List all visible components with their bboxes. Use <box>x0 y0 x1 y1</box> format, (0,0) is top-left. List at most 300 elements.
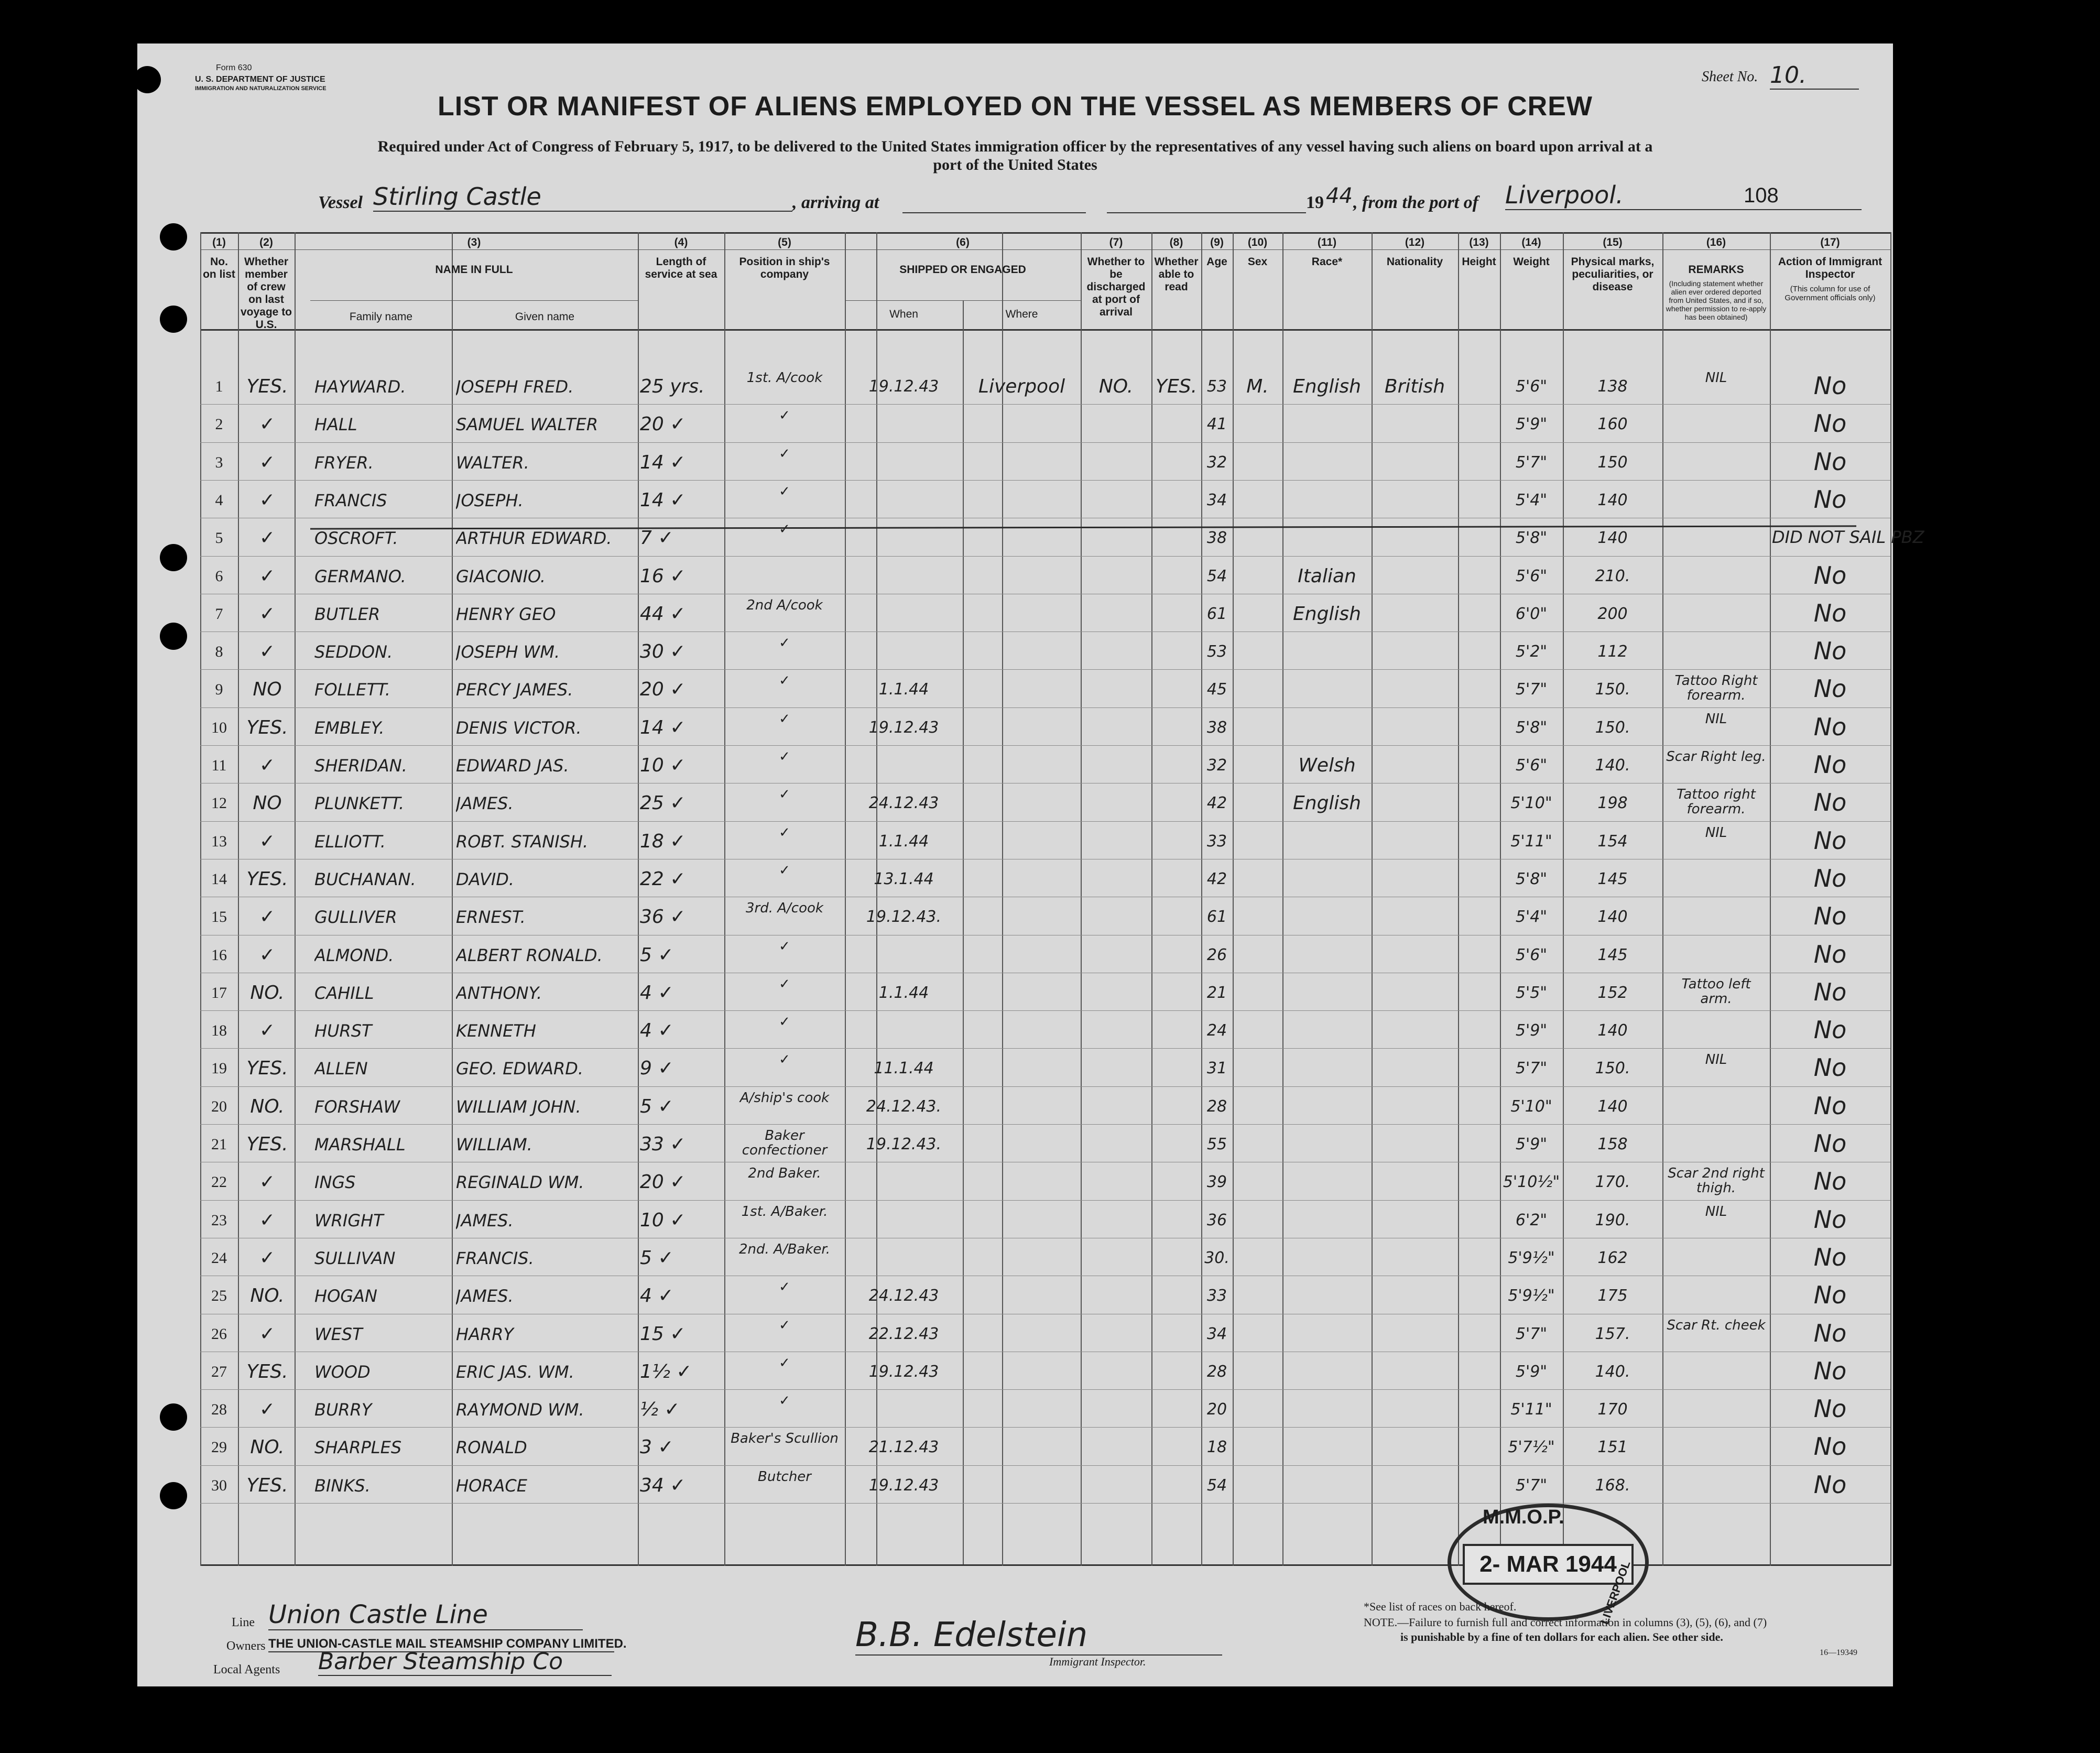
cell-service: 18 ✓ <box>640 830 686 852</box>
cell-service: 7 ✓ <box>640 527 674 549</box>
cell-given: ERNEST. <box>456 907 526 928</box>
cell-service: 14 ✓ <box>640 716 686 738</box>
cell-given: FRANCIS. <box>456 1248 534 1268</box>
cell-service: 14 ✓ <box>640 451 686 473</box>
cell-age: 38 <box>1206 718 1227 737</box>
cell-service: 33 ✓ <box>640 1134 686 1155</box>
cell-race: English <box>1293 603 1361 625</box>
cell-position: ✓ <box>779 522 790 537</box>
cell-service: 25 yrs. <box>640 376 705 397</box>
cell-age: 33 <box>1206 832 1227 851</box>
cell-remarks: No <box>1813 1129 1847 1158</box>
cell-age: 53 <box>1206 643 1227 661</box>
cell-position: 1st. A/Baker. <box>741 1204 828 1219</box>
punch-hole <box>160 223 187 251</box>
column-header: Length of service at sea <box>645 256 717 280</box>
cell-prev: ✓ <box>259 1020 276 1042</box>
cell-remarks: No <box>1813 1053 1847 1082</box>
cell-service: 30 ✓ <box>640 641 686 663</box>
cell-weight: 151 <box>1597 1438 1628 1457</box>
cell-no: 4 <box>215 491 223 509</box>
cell-position: 3rd. A/cook <box>746 901 823 916</box>
cell-family: CAHILL <box>314 983 374 1003</box>
cell-height: 5'9" <box>1515 1021 1548 1040</box>
cell-no: 11 <box>211 757 227 774</box>
cell-height: 5'11" <box>1510 832 1552 851</box>
cell-marks: NIL <box>1705 825 1727 840</box>
cell-age: 32 <box>1206 453 1227 472</box>
cell-height: 5'9" <box>1515 1135 1548 1153</box>
column-number: (9) <box>1210 236 1224 248</box>
table-row <box>137 975 1893 1012</box>
table-row <box>137 823 1893 861</box>
cell-given: DAVID. <box>456 869 515 889</box>
table-row <box>137 1240 1893 1278</box>
cell-given: JAMES. <box>456 793 514 814</box>
cell-remarks: No <box>1813 1470 1847 1499</box>
table-row <box>137 444 1893 482</box>
cell-prev: YES. <box>246 716 288 738</box>
vessel-label: Vessel <box>318 193 363 212</box>
column-number: (7) <box>1109 236 1123 248</box>
cell-service: 4 ✓ <box>640 1020 674 1042</box>
penalty-note-2: is punishable by a fine of ten dollars for each alien. See other side. <box>1400 1630 1723 1643</box>
cell-age: 45 <box>1206 680 1227 699</box>
column-header: Race* <box>1311 256 1343 268</box>
cell-no: 13 <box>211 832 227 850</box>
owners-label: Owners <box>226 1639 266 1653</box>
arriving-blank <box>902 212 1086 213</box>
cell-given: DENIS VICTOR. <box>456 717 582 738</box>
cell-given: ALBERT RONALD. <box>456 945 603 965</box>
cell-height: 5'7" <box>1515 1476 1548 1495</box>
cell-when: 19.12.43. <box>866 908 942 927</box>
cell-prev: YES. <box>246 868 288 890</box>
cell-remarks: No <box>1813 788 1847 817</box>
cell-position: 2nd Baker. <box>748 1166 821 1181</box>
table-row <box>137 747 1893 785</box>
agents-label: Local Agents <box>213 1663 280 1676</box>
table-row <box>137 1316 1893 1354</box>
column-number: (10) <box>1247 236 1268 248</box>
cell-remarks: No <box>1813 864 1847 892</box>
cell-height: 5'7" <box>1515 1324 1548 1343</box>
cell-service: 34 ✓ <box>640 1474 686 1496</box>
cell-family: SHERIDAN. <box>314 756 407 776</box>
cell-service: 20 ✓ <box>640 413 686 435</box>
cell-position: ✓ <box>779 1318 790 1333</box>
cell-service: 14 ✓ <box>640 489 686 511</box>
cell-height: 5'9" <box>1515 415 1548 434</box>
cell-family: SULLIVAN <box>314 1248 396 1268</box>
cell-age: 31 <box>1206 1059 1227 1078</box>
column-header: No. on list <box>203 256 235 280</box>
cell-remarks: No <box>1813 1432 1847 1461</box>
cell-race: English <box>1293 376 1361 397</box>
page-subtitle-2: port of the United States <box>933 156 1097 173</box>
cell-no: 30 <box>211 1476 227 1494</box>
cell-marks: Scar 2nd right thigh. <box>1668 1166 1765 1196</box>
punch-hole <box>160 306 187 333</box>
column-header: Nationality <box>1386 256 1443 268</box>
cell-prev: YES. <box>246 1134 288 1155</box>
owners-value: THE UNION-CASTLE MAIL STEAMSHIP COMPANY LIMITED. <box>268 1637 614 1652</box>
cell-height: 5'9½" <box>1508 1287 1555 1305</box>
column-number: (4) <box>674 236 688 248</box>
column-header: NAME IN FULL <box>435 264 513 276</box>
cell-family: MARSHALL <box>314 1135 406 1155</box>
cell-weight: 162 <box>1597 1248 1628 1267</box>
cell-weight: 157. <box>1595 1324 1630 1343</box>
cell-family: HAYWARD. <box>314 377 406 397</box>
table-row <box>137 1467 1893 1505</box>
cell-prev: NO. <box>250 1095 285 1117</box>
cell-service: 44 ✓ <box>640 603 686 625</box>
cell-height: 5'9" <box>1515 1362 1548 1381</box>
cell-weight: 150. <box>1595 680 1630 699</box>
cell-given: JAMES. <box>456 1210 514 1231</box>
cell-no: 28 <box>211 1401 227 1419</box>
cell-service: 9 ✓ <box>640 1058 674 1080</box>
cell-no: 6 <box>215 567 223 585</box>
cell-position: ✓ <box>779 825 790 840</box>
column-number: (8) <box>1169 236 1183 248</box>
cell-prev: ✓ <box>259 906 276 928</box>
cell-when: 19.12.43 <box>868 718 939 737</box>
cell-position: ✓ <box>779 484 790 499</box>
cell-age: 30. <box>1204 1248 1229 1267</box>
cell-age: 55 <box>1206 1135 1227 1153</box>
cell-service: 3 ✓ <box>640 1436 674 1458</box>
cell-weight: 138 <box>1597 377 1628 396</box>
cell-family: WOOD <box>314 1362 371 1382</box>
column-number: (11) <box>1317 236 1337 248</box>
cell-no: 21 <box>211 1136 227 1153</box>
cell-marks: NIL <box>1705 1052 1727 1068</box>
cell-family: FOLLETT. <box>314 680 390 700</box>
cell-given: ROBT. STANISH. <box>456 831 589 852</box>
cell-position: ✓ <box>779 1393 790 1409</box>
cell-age: 18 <box>1206 1438 1227 1457</box>
cell-no: 10 <box>211 718 227 736</box>
cell-age: 32 <box>1206 756 1227 775</box>
cell-service: 36 ✓ <box>640 906 686 928</box>
departure-port: Liverpool. <box>1505 181 1862 210</box>
cell-given: SAMUEL WALTER <box>456 415 599 435</box>
cell-no: 8 <box>215 643 223 661</box>
cell-weight: 152 <box>1597 983 1628 1002</box>
cell-prev: NO. <box>250 982 285 1004</box>
table-row <box>137 1088 1893 1126</box>
cell-age: 34 <box>1206 491 1227 509</box>
port-label: , from the port of <box>1353 193 1478 212</box>
cell-prev: ✓ <box>259 1209 276 1231</box>
cell-no: 7 <box>215 605 223 623</box>
cell-remarks: No <box>1813 750 1847 779</box>
column-subheader: Given name <box>515 311 575 323</box>
cell-when: 19.12.43 <box>868 377 939 396</box>
cell-given: JOSEPH WM. <box>456 642 560 662</box>
table-row <box>137 1278 1893 1315</box>
service-name: IMMIGRATION AND NATURALIZATION SERVICE <box>195 85 327 92</box>
cell-service: 16 ✓ <box>640 565 686 587</box>
column-header: Position in ship's company <box>739 256 830 280</box>
cell-height: 5'7" <box>1515 453 1548 472</box>
cell-position: ✓ <box>779 408 790 423</box>
cell-weight: 140 <box>1597 529 1628 548</box>
races-note: *See list of races on back hereof. <box>1364 1600 1517 1613</box>
cell-when: 24.12.43 <box>868 1287 939 1305</box>
cell-age: 28 <box>1206 1362 1227 1381</box>
table-row <box>137 1202 1893 1240</box>
cell-prev: ✓ <box>259 1247 276 1269</box>
cell-age: 26 <box>1206 945 1227 964</box>
cell-where: Liverpool <box>978 376 1065 397</box>
cell-weight: 175 <box>1597 1287 1628 1305</box>
cell-service: 10 ✓ <box>640 755 686 776</box>
print-code: 16—19349 <box>1820 1648 1857 1657</box>
department-name: U. S. DEPARTMENT OF JUSTICE <box>195 75 325 84</box>
cell-given: KENNETH <box>456 1021 536 1041</box>
cell-weight: 168. <box>1595 1476 1630 1495</box>
subheader-rule <box>310 300 638 301</box>
cell-height: 5'7" <box>1515 680 1548 699</box>
cell-when: 22.12.43 <box>868 1324 939 1343</box>
cell-when: 19.12.43. <box>866 1135 942 1153</box>
table-row <box>137 899 1893 937</box>
cell-given: JAMES. <box>456 1286 514 1306</box>
cell-remarks: No <box>1813 1167 1847 1196</box>
cell-weight: 145 <box>1597 945 1628 964</box>
cell-remarks: No <box>1813 1356 1847 1385</box>
column-header: Age <box>1206 256 1227 268</box>
cell-remarks: No <box>1813 940 1847 968</box>
page-title: LIST OR MANIFEST OF ALIENS EMPLOYED ON THE VESSEL AS MEMBERS OF CREW <box>438 91 1593 122</box>
table-row <box>137 1354 1893 1391</box>
column-number: (13) <box>1469 236 1489 248</box>
cell-nat: British <box>1384 376 1445 397</box>
cell-prev: ✓ <box>259 413 276 435</box>
cell-no: 3 <box>215 453 223 471</box>
manifest-sheet <box>137 43 1924 1686</box>
cell-given: ANTHONY. <box>456 983 542 1003</box>
cell-when: 21.12.43 <box>868 1438 939 1457</box>
cell-no: 17 <box>211 984 227 1001</box>
cell-weight: 160 <box>1597 415 1628 434</box>
cell-prev: NO. <box>250 1285 285 1307</box>
cell-prev: YES. <box>246 1058 288 1080</box>
column-number: (17) <box>1820 236 1840 248</box>
table-row <box>137 1164 1893 1202</box>
cell-service: ½ ✓ <box>640 1399 680 1421</box>
cell-age: 54 <box>1206 567 1227 585</box>
cell-marks: Scar Right leg. <box>1666 749 1766 764</box>
cell-prev: ✓ <box>259 527 276 549</box>
sheet-number: 10. <box>1770 62 1859 90</box>
cell-height: 5'10½" <box>1503 1173 1560 1192</box>
cell-no: 24 <box>211 1249 227 1267</box>
cell-family: OSCROFT. <box>314 528 398 549</box>
cell-position: ✓ <box>779 446 790 461</box>
cell-position: Baker confectioner <box>742 1128 828 1158</box>
cell-prev: ✓ <box>259 755 276 776</box>
cell-no: 23 <box>211 1211 227 1229</box>
cell-sex: M. <box>1246 376 1269 397</box>
column-header: Physical marks, peculiarities, or disease <box>1571 256 1655 293</box>
cell-family: PLUNKETT. <box>314 793 405 814</box>
table-row <box>137 1391 1893 1429</box>
cell-position: A/ship's cook <box>739 1090 830 1105</box>
cell-height: 5'8" <box>1515 869 1548 888</box>
cell-age: 41 <box>1206 415 1227 434</box>
cell-given: WILLIAM JOHN. <box>456 1096 581 1117</box>
vessel-name: Stirling Castle <box>373 182 792 212</box>
cell-prev: ✓ <box>259 1323 276 1345</box>
cell-prev: YES. <box>246 376 288 397</box>
cell-height: 6'2" <box>1515 1211 1548 1229</box>
column-subheader: When <box>889 308 918 320</box>
cell-given: WALTER. <box>456 452 529 473</box>
cell-when: 1.1.44 <box>878 680 929 699</box>
cell-height: 5'7" <box>1515 1059 1548 1078</box>
cell-no: 16 <box>211 946 227 964</box>
cell-when: 24.12.43 <box>868 794 939 813</box>
cell-disch: NO. <box>1098 376 1134 397</box>
cell-given: ERIC JAS. WM. <box>456 1362 574 1382</box>
column-number: (3) <box>467 236 481 248</box>
cell-given: EDWARD JAS. <box>456 756 569 776</box>
cell-family: HALL <box>314 415 357 435</box>
cell-marks: Scar Rt. cheek <box>1667 1318 1766 1333</box>
column-number: (1) <box>212 236 226 248</box>
cell-family: ALMOND. <box>314 945 394 965</box>
cell-service: 4 ✓ <box>640 1285 674 1307</box>
cell-no: 29 <box>211 1439 227 1456</box>
cell-remarks: No <box>1813 485 1847 514</box>
cell-marks: Tattoo Right forearm. <box>1674 673 1758 703</box>
line-label: Line <box>232 1616 255 1629</box>
cell-prev: YES. <box>246 1360 288 1382</box>
stamp-date: 2- MAR 1944 <box>1463 1544 1634 1585</box>
cell-age: 20 <box>1206 1400 1227 1419</box>
table-row <box>137 1429 1893 1467</box>
cell-weight: 140 <box>1597 1097 1628 1116</box>
table-row <box>137 634 1893 671</box>
column-number: (5) <box>778 236 791 248</box>
cell-read: YES. <box>1155 376 1198 397</box>
stamp-bottom-text: LIVERPOOL <box>1597 1559 1633 1626</box>
cell-weight: 154 <box>1597 832 1628 851</box>
cell-weight: 150 <box>1597 453 1628 472</box>
cell-position: 2nd. A/Baker. <box>739 1242 830 1257</box>
cell-prev: ✓ <box>259 489 276 511</box>
cell-remarks: No <box>1813 637 1847 666</box>
cell-no: 15 <box>211 908 227 926</box>
date-blank <box>1107 212 1306 213</box>
cell-age: 42 <box>1206 794 1227 813</box>
cell-position: ✓ <box>779 976 790 992</box>
cell-weight: 140 <box>1597 491 1628 509</box>
column-number: (12) <box>1405 236 1425 248</box>
column-header: REMARKS <box>1688 264 1744 276</box>
cell-no: 1 <box>215 378 223 395</box>
cell-prev: ✓ <box>259 451 276 473</box>
cell-family: ELLIOTT. <box>314 831 386 852</box>
cell-family: FRYER. <box>314 452 374 473</box>
cell-remarks: No <box>1813 712 1847 741</box>
column-number: (15) <box>1603 236 1623 248</box>
cell-height: 5'10" <box>1510 1097 1552 1116</box>
cell-family: SEDDON. <box>314 642 393 662</box>
cell-prev: NO <box>253 679 282 701</box>
inspector-signature: B.B. Edelstein <box>855 1616 1222 1656</box>
agents-value: Barber Steamship Co <box>318 1648 612 1676</box>
cell-family: FORSHAW <box>314 1096 400 1117</box>
cell-family: HOGAN <box>314 1286 377 1306</box>
cell-height: 5'11" <box>1510 1400 1552 1419</box>
cell-remarks: No <box>1813 409 1847 438</box>
cell-prev: NO. <box>250 1436 285 1458</box>
cell-weight: 200 <box>1597 604 1628 623</box>
cell-weight: 198 <box>1597 794 1628 813</box>
cell-remarks: No <box>1813 1319 1847 1347</box>
cell-family: ALLEN <box>314 1059 368 1079</box>
cell-service: 5 ✓ <box>640 1095 674 1117</box>
cell-family: WEST <box>314 1324 363 1344</box>
cell-when: 24.12.43. <box>866 1097 942 1116</box>
cell-no: 20 <box>211 1097 227 1115</box>
cell-position: ✓ <box>779 636 790 651</box>
cell-remarks: No <box>1813 598 1847 627</box>
cell-service: 25 ✓ <box>640 792 686 814</box>
column-number: (16) <box>1706 236 1726 248</box>
cell-when: 1.1.44 <box>878 983 929 1002</box>
table-row <box>137 671 1893 709</box>
cell-remarks: No <box>1813 1243 1847 1271</box>
table-row <box>137 482 1893 520</box>
cell-position: Baker's Scullion <box>731 1431 839 1446</box>
cell-position: ✓ <box>779 1280 790 1295</box>
column-number: (14) <box>1521 236 1541 248</box>
cell-age: 38 <box>1206 529 1227 548</box>
cell-when: 19.12.43 <box>868 1362 939 1381</box>
cell-prev: ✓ <box>259 1399 276 1421</box>
arriving-label: , arriving at <box>792 193 879 212</box>
column-header: SHIPPED OR ENGAGED <box>899 264 1026 276</box>
cell-remarks: No <box>1813 1091 1847 1120</box>
cell-service: 15 ✓ <box>640 1323 686 1345</box>
cell-family: BUCHANAN. <box>314 869 416 889</box>
cell-remarks: No <box>1813 372 1847 400</box>
table-row <box>137 596 1893 634</box>
form-number: Form 630 <box>216 63 252 72</box>
cell-height: 5'4" <box>1515 908 1548 927</box>
table-row <box>137 785 1893 823</box>
cell-given: ARTHUR EDWARD. <box>456 528 612 549</box>
column-header: Sex <box>1247 256 1268 268</box>
cell-family: BUTLER <box>314 604 380 624</box>
subheader-rule <box>845 300 1081 301</box>
cell-family: FRANCIS <box>314 490 387 510</box>
inspector-label: Immigrant Inspector. <box>1049 1655 1146 1668</box>
cell-no: 14 <box>211 870 227 888</box>
cell-position: 1st. A/cook <box>746 371 823 385</box>
cell-height: 5'8" <box>1515 718 1548 737</box>
cell-no: 12 <box>211 794 227 812</box>
cell-position: Butcher <box>758 1469 811 1484</box>
table-row <box>137 558 1893 596</box>
cell-weight: 145 <box>1597 869 1628 888</box>
